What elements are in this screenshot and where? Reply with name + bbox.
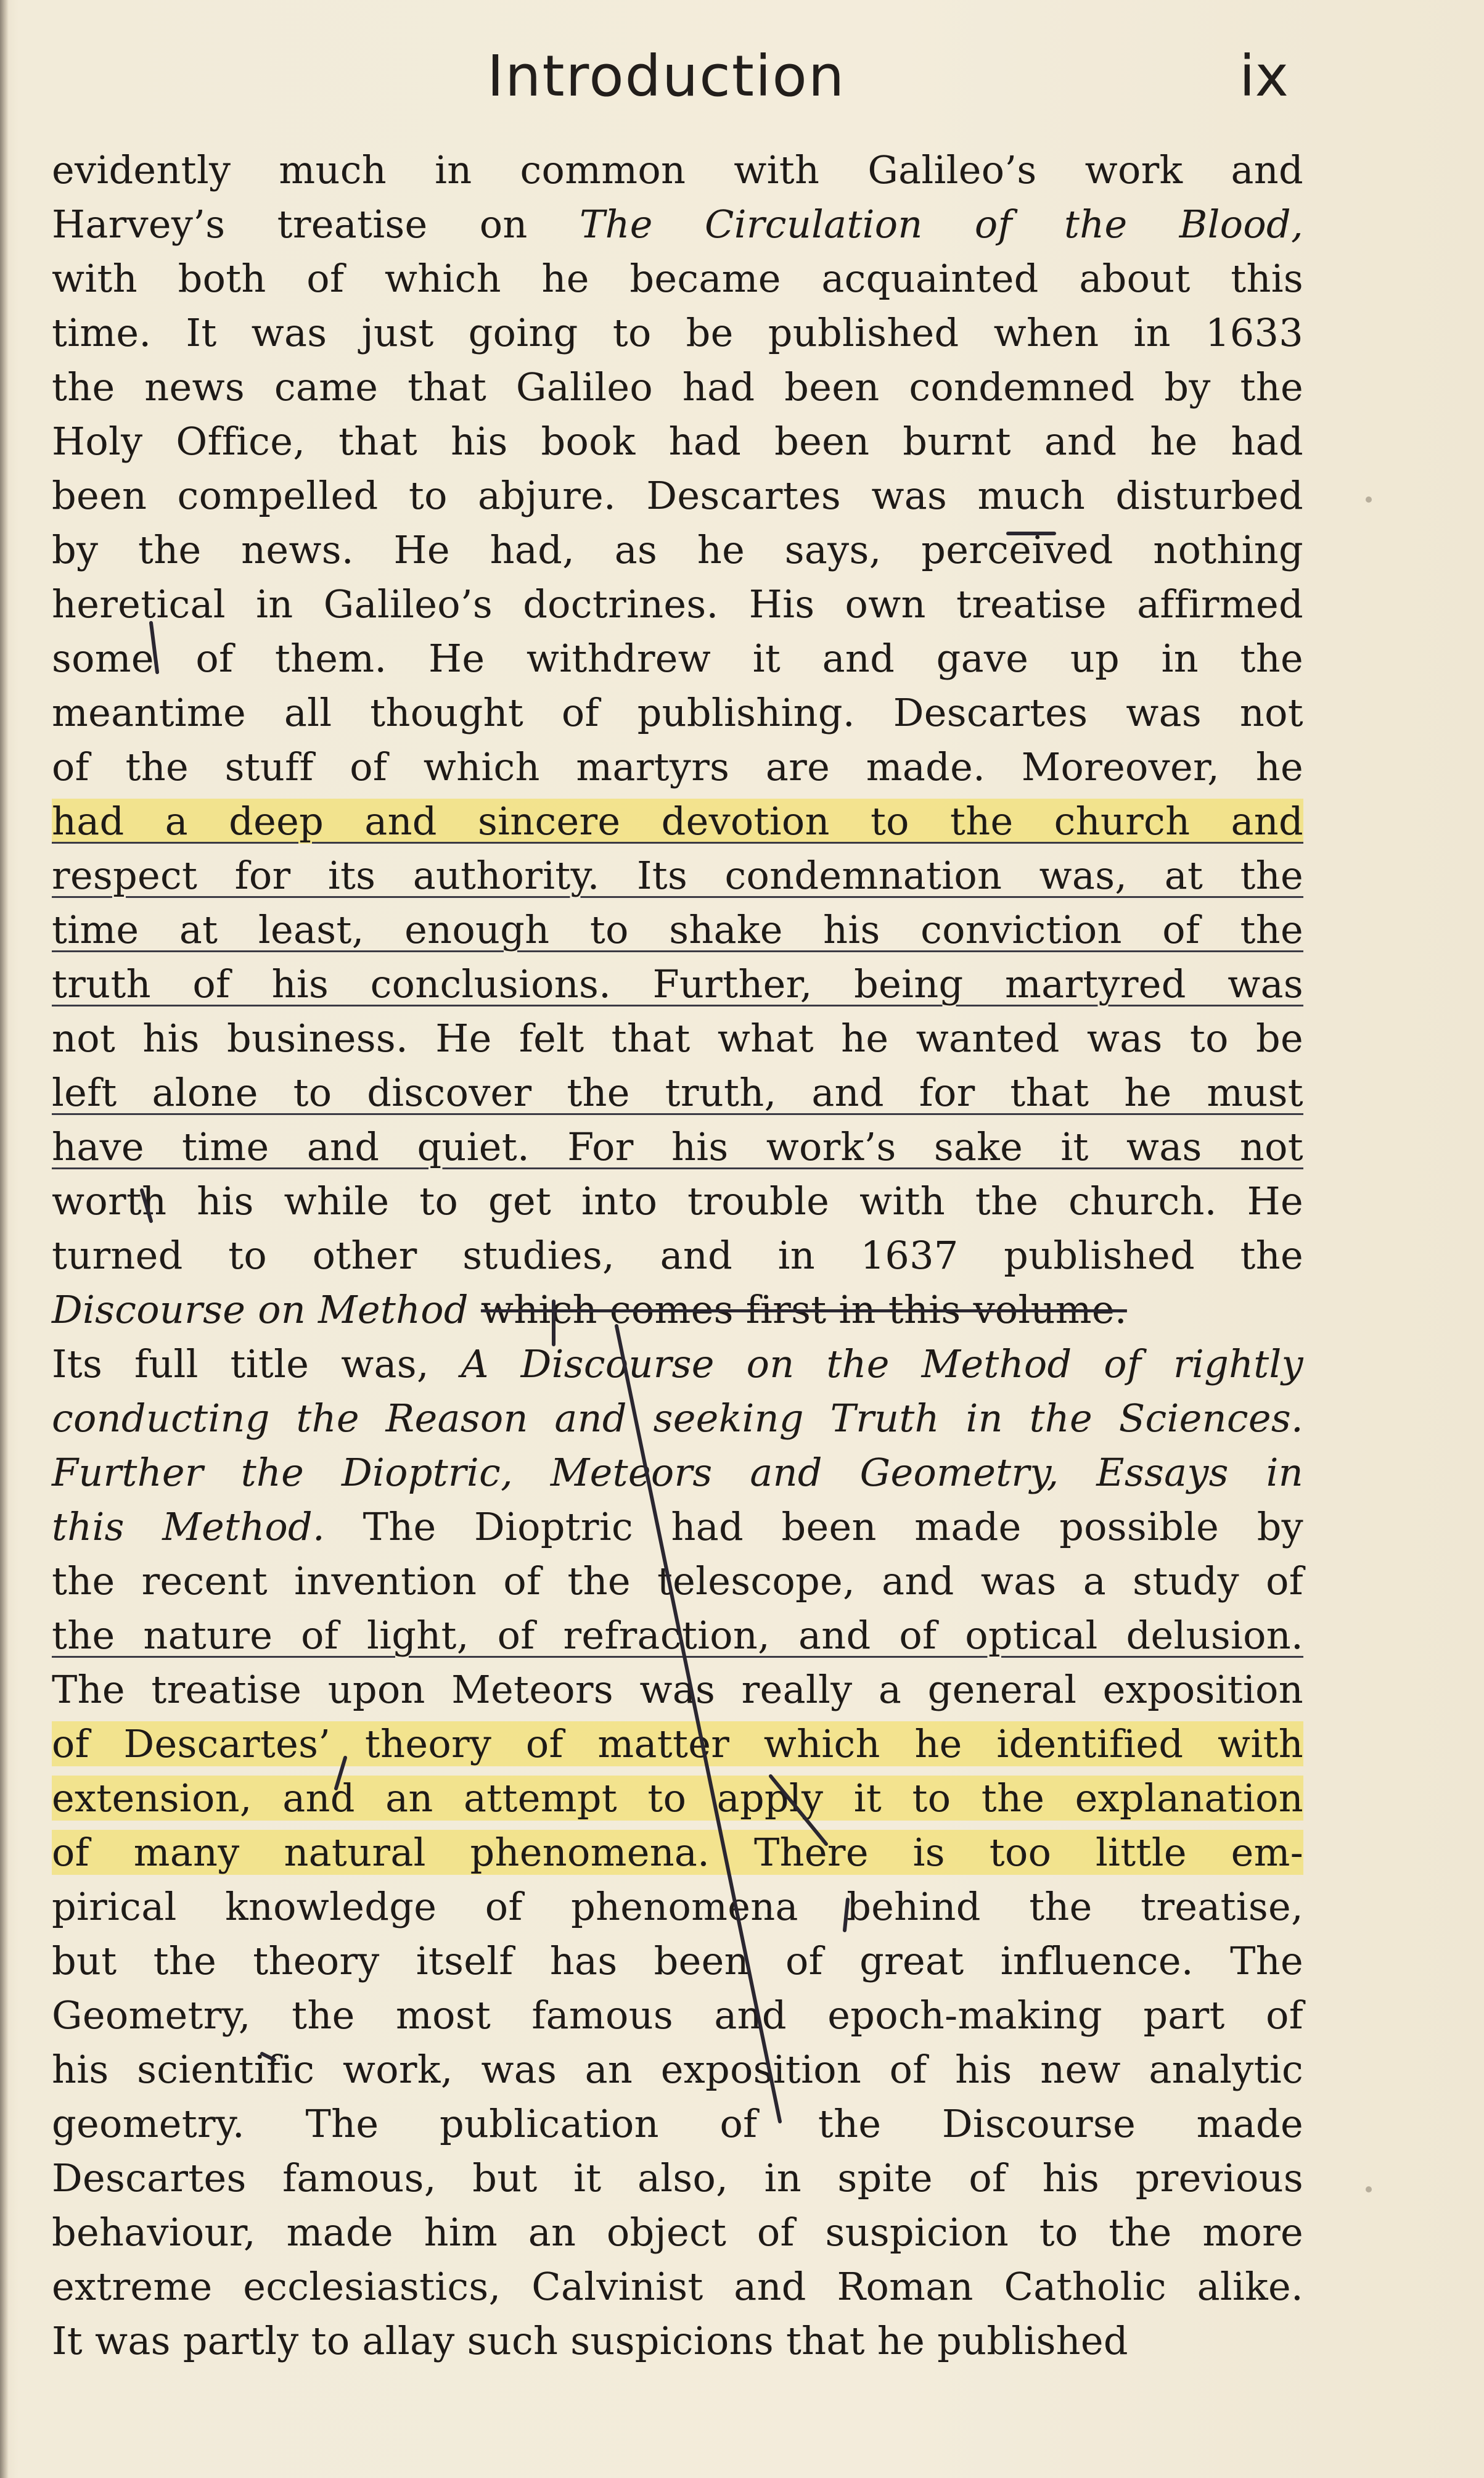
text-line: Descartes famous, but it also, in spite of his previous [52, 2155, 1303, 2200]
margin-dot [1366, 2186, 1372, 2192]
text-line: but the theory itself has been of great influence. The [52, 1938, 1303, 1983]
text-line-underlined: respect for its authority. Its condemnation was, at the [52, 853, 1303, 898]
text-line: the news came that Galileo had been condemned by the [52, 364, 1303, 410]
text-line: this Method. The Dioptric had been made possible by [52, 1504, 1304, 1549]
text-line: evidently much in common with Galileo’s work and [52, 147, 1303, 192]
text-line-italic: conducting the Reason and seeking Truth in the Sciences. [52, 1396, 1303, 1441]
text-line: turned to other studies, and in 1637 published the [52, 1233, 1303, 1278]
text-line: Geometry, the most famous and epoch-making part of [52, 1993, 1303, 2038]
margin-dot [1366, 496, 1372, 503]
text-line-italic: Further the Dioptric, Meteors and Geometry, Essays in [52, 1450, 1303, 1495]
text-line: extreme ecclesiastics, Calvinist and Roman Catholic alike. [52, 2264, 1303, 2309]
text-line: behaviour, made him an object of suspicion to the more [52, 2210, 1303, 2255]
text-line-underlined: have time and quiet. For his work’s sake it was not [52, 1124, 1303, 1169]
text-line: some of them. He withdrew it and gave up in the [52, 636, 1303, 681]
running-title: Introduction [487, 43, 846, 109]
text-line: time. It was just going to be published when in 1633 [52, 310, 1303, 355]
text-line: with both of which he became acquainted about this [52, 256, 1303, 301]
text-line: worth his while to get into trouble with the church. He [52, 1179, 1303, 1224]
text-line: heretical in Galileo’s doctrines. His own treatise affirmed [52, 582, 1303, 627]
text-line: pirical knowledge of phenomena behind the treatise, [52, 1884, 1303, 1929]
text-line-highlighted: of many natural phenomena. There is too little em- [52, 1830, 1303, 1875]
text-line: of the stuff of which martyrs are made. Moreover, he [52, 744, 1303, 789]
text-line-highlighted: extension, and an attempt to apply it to the explanation [52, 1776, 1303, 1821]
text-line-underlined: the nature of light, of refraction, and of optical delusion. [52, 1613, 1303, 1658]
highlighted-underline: had a deep and sincere devotion to the church and [52, 799, 1303, 844]
struck-text: which comes first in this volume. [480, 1287, 1127, 1332]
text-line: geometry. The publication of the Discourse made [52, 2101, 1303, 2146]
text-line: been compelled to abjure. Descartes was much disturbed [52, 473, 1303, 518]
text-line-underlined: time at least, enough to shake his conviction of the [52, 907, 1303, 952]
page-binding-edge [0, 0, 9, 2478]
italic-title: The Circulation of the Blood, [579, 202, 1303, 247]
text-line: Holy Office, that his book had been burnt and he had [52, 419, 1303, 464]
text-line: his scientific work, was an exposition of his new analytic [52, 2047, 1303, 2092]
text-line: meantime all thought of publishing. Descartes was not [52, 690, 1303, 735]
body-text [52, 143, 1303, 2368]
text-line-underlined: left alone to discover the truth, and for that he must [52, 1070, 1303, 1115]
text-line-underlined: truth of his conclusions. Further, being martyred was [52, 961, 1303, 1006]
text-line: It was partly to allay such suspicions that he published [52, 2318, 1128, 2363]
text-line-highlighted: of Descartes’ theory of matter which he identified with [52, 1721, 1303, 1766]
text-line: Its full title was, A Discourse on the Method of rightly [52, 1341, 1303, 1386]
text-line-struck: Discourse on Method which comes first in this volume. [52, 1287, 1127, 1332]
text-line: by the news. He had, as he says, perceived nothing [52, 527, 1303, 572]
text-line: not his business. He felt that what he wanted was to be [52, 1016, 1303, 1061]
text-line: Harvey’s treatise on The Circulation of the Blood, [52, 202, 1303, 247]
text-line: The treatise upon Meteors was really a general exposition [52, 1667, 1303, 1712]
text-line: the recent invention of the telescope, and was a study of [52, 1558, 1303, 1603]
page-number: ix [1239, 43, 1289, 109]
text-line-underlined [52, 794, 1303, 849]
page-header [0, 43, 1484, 123]
